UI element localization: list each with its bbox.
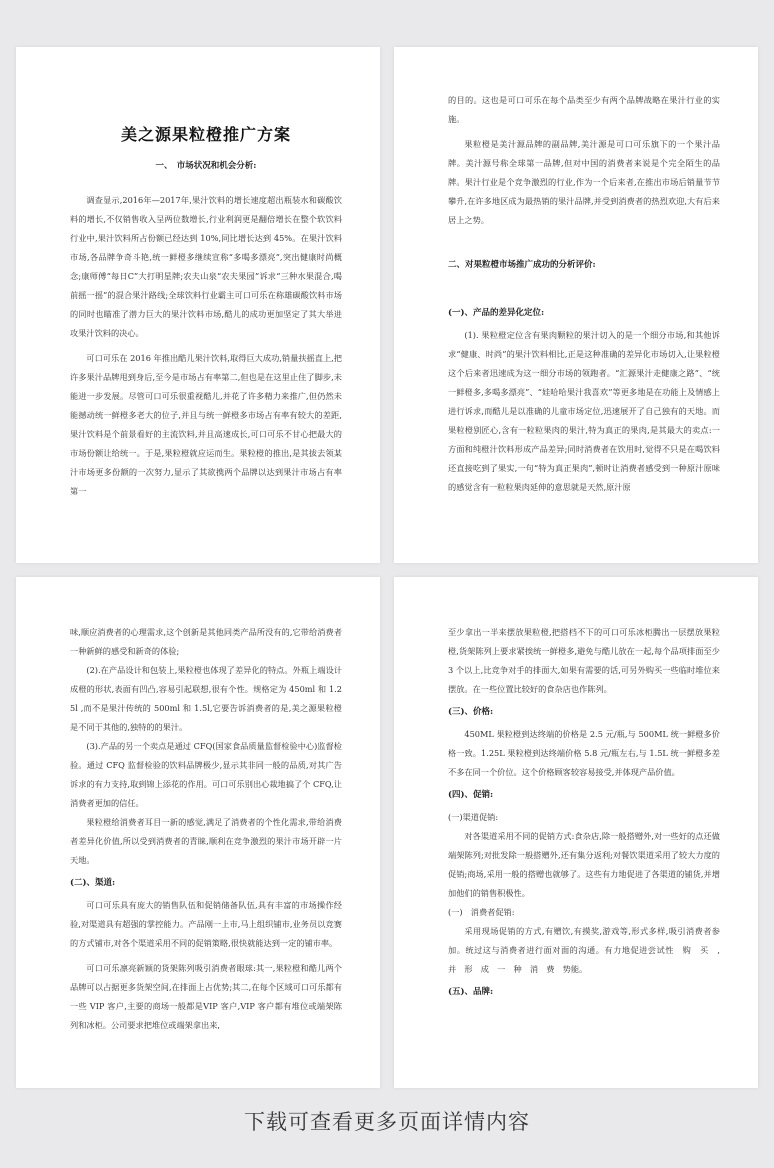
- paragraph: 果粒橙给消费者耳目一新的感觉,满足了消费者的个性化需求,带给消费者差异化价值,所以受到消费者的青睐,顺利在竞争激烈的果汁市场开辟一片天地。: [70, 817, 342, 865]
- paragraph: 可口可乐在 2016 年推出酷儿果汁饮料,取得巨大成功,销量扶摇直上,把许多果汁品牌甩到身后,至今是市场占有率第二,但也是在这里止住了脚步,未能进一步发展。尽管可口可乐很重视酷儿,并花了许多精力来推广,但仍然未能撼动统一鲜橙多老大的位子,并且与统一鲜橙多市场占有率有较大的差距,果汁饮料是个前景看好的主流饮料,并且高速成长,可口可乐不甘心把最大的市场份额让给统一。于是,果粒橙就应运而生。果粒橙的推出,是其拔去领某汁市场更多份额的一次努力,显示了其欲携两个品牌以达到果汁市场占有率第一: [70, 353, 342, 496]
- document-title: 美之源果粒橙推广方案: [120, 125, 291, 144]
- document-page-1: [16, 47, 380, 563]
- page-3-content: [70, 623, 342, 1035]
- promo-heading: (一) 消费者促销:: [448, 907, 515, 917]
- document-page-3: [16, 577, 380, 1088]
- subsection-heading: (五)、品牌:: [448, 987, 494, 997]
- page-1-content: [70, 122, 342, 501]
- paragraph: 对各渠道采用不同的促销方式:食杂店,除一般搭赠外,对一些好的点还做端架陈列;对批发除一般搭赠外,还有集分返利;对餐饮渠道采用了较大力度的促销;商场,采用一般的搭赠也就够了。这些有力地促进了各渠道的铺货,并增加他们的销售积极性。: [448, 831, 720, 898]
- document-page-4: [394, 577, 758, 1088]
- page-2-content: [448, 91, 720, 497]
- promo-heading: (一)渠道促销:: [448, 812, 499, 822]
- paragraph: 采用现场促销的方式,有赠饮,有摸奖,游戏等,形式多样,吸引消费者参加。统过这与消费者进行面对面的沟通。有力地促进尝试性 购 买 , 并 形 成 一 种 消 费 势能。: [448, 926, 729, 974]
- subsection-heading: (三)、价格:: [448, 707, 494, 717]
- page-4-content: [448, 623, 729, 1005]
- paragraph: 可口可乐具有庞大的销售队伍和促销储备队伍,具有丰富的市场操作经验,对渠道具有超强的掌控能力。产品刚一上市,马上组织铺市,业务员以竞赛的方式铺市,对各个渠道采用不同的促销策略,很快就能达到一定的铺市率。: [70, 900, 342, 948]
- paragraph: 味,顺应消费者的心理需求,这个创新是其他同类产品所没有的,它带给消费者一种新鲜的感受和新奇的体验;: [70, 627, 342, 656]
- subsection-heading: (二)、渠道:: [70, 878, 116, 888]
- subsection-heading: (四)、促销:: [448, 790, 494, 800]
- paragraph: 450ML 果粒橙到达终端的价格是 2.5 元/瓶,与 500ML 统一鲜橙多价格一致。1.25L 果粒橙到达终端价格 5.8 元/瓶左右,与 1.5L 统一鲜橙多差不多在同一个价位。这个价格顾客较容易接受,并体现产品价值。: [448, 729, 720, 777]
- paragraph: (1). 果粒橙定位含有果肉颗粒的果汁切入的是一个细分市场,和其他诉求“健康、时尚”的果汁饮料相比,正是这种准确的差异化市场切入,让果粒橙这个后来者迅速成为这一细分市场的领跑者。“汇源果汁走健康之路”、“统一鲜橙多,多喝多漂亮”、“娃哈哈果汁我喜欢”等更多地是在功能上及情感上进行诉求,而酷儿是以准确的儿童市场定位,迅速展开了自己独有的天地。而果粒橙别匠心,含有一粒粒果肉的果汁,特为真正的果肉,是其最大的卖点:一方面和纯橙汁饮料形成产品差异;同时消费者在饮用时,觉得不只是在喝饮料还直接吃到了果实,一句“特为真正果肉”,顿时让消费者感受到一种原汁原味的感觉含有一粒粒果肉延伸的意思就是天然,原汁原: [448, 330, 720, 492]
- paragraph: (3).产品的另一个卖点是通过 CFQ(国家食品质量监督检验中心)监督检验。通过 CFQ 监督检验的饮料品牌极少,显示其非同一般的品质,对其广告诉求的有力支持,取到锦上添花的作用。可口可乐别出心裁地搞了个 CFQ,让消费者更加的信任。: [70, 741, 342, 808]
- section-heading-1: 一、 市场状况和机会分析:: [155, 161, 257, 171]
- section-heading-2: 二、对果粒橙市场推广成功的分析评价:: [448, 260, 596, 270]
- paragraph: (2).在产品设计和包装上,果粒橙也体现了差异化的特点。外瓶上端设计成橙的形状,表面有凹凸,容易引起联想,很有个性。规格定为 450ml 和 1.25l ,而不是果汁传统的 500ml 和 1.5l,它要告诉消费者的是,美之源果粒橙是不同于其他的,独特的的果汁。: [70, 665, 342, 732]
- paragraph: 的目的。这也是可口可乐在每个品类至少有两个品牌战略在果汁行业的实施。: [448, 95, 720, 124]
- document-page-2: [394, 47, 758, 563]
- paragraph: 调查显示,2016年—2017年,果汁饮料的增长速度超出瓶装水和碳酸饮料的增长,不仅销售收入呈两位数增长,行业利润更是翻倍增长在整个软饮料行业中,果汁饮料所占份额已经达到 10%,同比增长达到 45%。在果汁饮料市场,各品牌争奇斗艳,统一鲜橙多继续宣称“多喝多漂亮”,突出健康时尚概念;康师傅“每日C”大打明星牌;农夫山泉“农夫果园”诉求“三种水果混合,喝前摇一摇”的混合果汁路线;全球饮料行业霸主可口可乐在称雄碳酸饮料市场的同时也瞄准了潜力巨大的果汁饮料市场,酷儿的成功更加坚定了其大举进攻果汁饮料的决心。: [70, 195, 342, 338]
- paragraph: 可口可乐凛亮新颖的货架陈列吸引消费者眼球:其一,果粒橙和酷儿两个品牌可以占据更多货架空间,在排面上占优势;其二,在每个区域可口可乐都有一些 VIP 客户,主要的商场一般都是VIP 客户,VIP 客户都有堆位或端架陈列和冰柜。公司要求把堆位或端架拿出来,: [70, 963, 342, 1030]
- subsection-heading: (一)、产品的差异化定位:: [448, 308, 545, 318]
- paragraph: 至少拿出一半来摆放果粒橙,把搭档不下的可口可乐冰柜腾出一层摆放果粒橙,货架陈列上要求紧挨统一鲜橙多,避免与酷儿放在一起,每个品项排面至少 3 个以上,比竞争对手的排面大,如果有需要的话,可另外购买一些临时堆位来摆放。在一些位置比较好的食杂店也作陈列。: [448, 627, 720, 694]
- download-more-caption[interactable]: 下载可查看更多页面详情内容: [244, 1110, 530, 1134]
- paragraph: 果粒橙是美汁源品牌的副品牌,美汁源是可口可乐旗下的一个果汁品牌。美汁源号称全球第一品牌,但对中国的消费者来说是个完全陌生的品牌。果汁行业是个竞争激烈的行业,作为一个后来者,在推出市场后销量节节攀升,在许多地区成为最热销的果汁品牌,并受到消费者的热烈欢迎,大有后来居上之势。: [448, 139, 720, 225]
